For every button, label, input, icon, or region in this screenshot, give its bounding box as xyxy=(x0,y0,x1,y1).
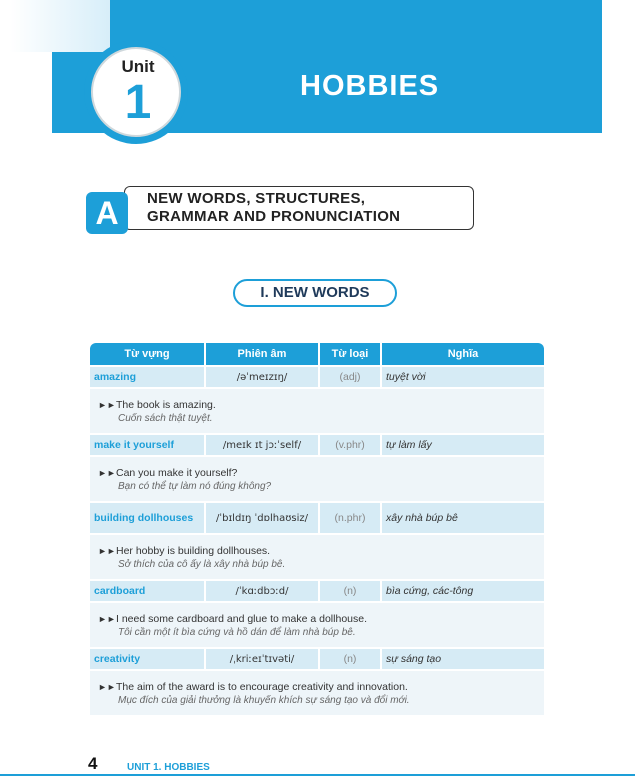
vocab-ipa: /meɪk ɪt jɔːˈself/ xyxy=(206,435,318,455)
double-arrow-icon: ►► xyxy=(98,545,116,556)
vocab-meaning: bìa cứng, các-tông xyxy=(382,581,544,601)
example-english: Her hobby is building dollhouses. xyxy=(116,544,271,557)
unit-badge xyxy=(91,47,181,137)
section-a-letter: A xyxy=(86,192,128,234)
example-vietnamese: Cuốn sách thật tuyệt. xyxy=(118,412,213,424)
table-row xyxy=(90,581,544,601)
example-english: The aim of the award is to encourage creativity and innovation. xyxy=(116,680,408,693)
table-row xyxy=(90,503,544,533)
table-row xyxy=(90,649,544,669)
example-english: The book is amazing. xyxy=(116,398,216,411)
header-pos: Từ loại xyxy=(320,343,380,365)
vocab-word: amazing xyxy=(90,367,204,387)
vocab-meaning: tự làm lấy xyxy=(382,435,544,455)
example-cell xyxy=(90,671,544,715)
example-vietnamese: Bạn có thể tự làm nó đúng không? xyxy=(118,480,272,492)
section-a-heading xyxy=(124,186,474,230)
example-english: Can you make it yourself? xyxy=(116,466,238,479)
footer-divider xyxy=(0,774,635,776)
header-meaning: Nghĩa xyxy=(382,343,544,365)
section-a-line1: NEW WORDS, STRUCTURES, xyxy=(147,190,366,207)
double-arrow-icon: ►► xyxy=(98,681,116,692)
double-arrow-icon: ►► xyxy=(98,399,116,410)
example-row xyxy=(90,389,544,433)
vocab-pos: (v.phr) xyxy=(320,435,380,455)
example-row xyxy=(90,535,544,579)
example-cell xyxy=(90,535,544,579)
vocab-meaning: xây nhà búp bê xyxy=(382,503,544,533)
vocab-word: creativity xyxy=(90,649,204,669)
example-vietnamese: Sở thích của cô ấy là xây nhà búp bê. xyxy=(118,558,286,570)
section-a-line2: GRAMMAR AND PRONUNCIATION xyxy=(147,208,401,225)
example-row xyxy=(90,603,544,647)
example-vietnamese: Mục đích của giải thưởng là khuyến khích sự sáng tạo và đổi mới. xyxy=(118,694,410,706)
table-row xyxy=(90,367,544,387)
header-word: Từ vựng xyxy=(90,343,204,365)
example-vietnamese: Tôi cần một ít bìa cứng và hồ dán để làm nhà búp bê. xyxy=(118,626,356,638)
vocab-ipa: /əˈmeɪzɪŋ/ xyxy=(206,367,318,387)
double-arrow-icon: ►► xyxy=(98,467,116,478)
unit-label: Unit xyxy=(121,57,155,76)
table-header-row xyxy=(90,343,544,365)
vocab-word: building dollhouses xyxy=(90,503,204,533)
example-english: I need some cardboard and glue to make a dollhouse. xyxy=(116,612,368,625)
subsection-title: I. NEW WORDS xyxy=(233,279,397,307)
vocab-word: make it yourself xyxy=(90,435,204,455)
footer-unit-label: UNIT 1. HOBBIES xyxy=(127,762,210,773)
vocab-pos: (n) xyxy=(320,581,380,601)
unit-number: 1 xyxy=(124,76,152,129)
vocab-ipa: /ˈbɪldɪŋ ˈdɒlhaʊsiz/ xyxy=(206,503,318,533)
example-cell xyxy=(90,389,544,433)
example-cell xyxy=(90,457,544,501)
banner-fade-decoration xyxy=(10,0,110,52)
example-cell xyxy=(90,603,544,647)
double-arrow-icon: ►► xyxy=(98,613,116,624)
header-ipa: Phiên âm xyxy=(206,343,318,365)
vocab-pos: (n) xyxy=(320,649,380,669)
vocab-word: cardboard xyxy=(90,581,204,601)
vocabulary-table xyxy=(88,341,546,717)
vocab-meaning: sự sáng tạo xyxy=(382,649,544,669)
vocab-ipa: /ˈkɑːdbɔːd/ xyxy=(206,581,318,601)
example-row xyxy=(90,457,544,501)
table-row xyxy=(90,435,544,455)
vocab-pos: (n.phr) xyxy=(320,503,380,533)
unit-title: HOBBIES xyxy=(300,70,440,102)
example-row xyxy=(90,671,544,715)
vocab-meaning: tuyệt vời xyxy=(382,367,544,387)
page-number: 4 xyxy=(88,754,98,773)
vocab-pos: (adj) xyxy=(320,367,380,387)
vocab-ipa: /ˌkriːeɪˈtɪvəti/ xyxy=(206,649,318,669)
